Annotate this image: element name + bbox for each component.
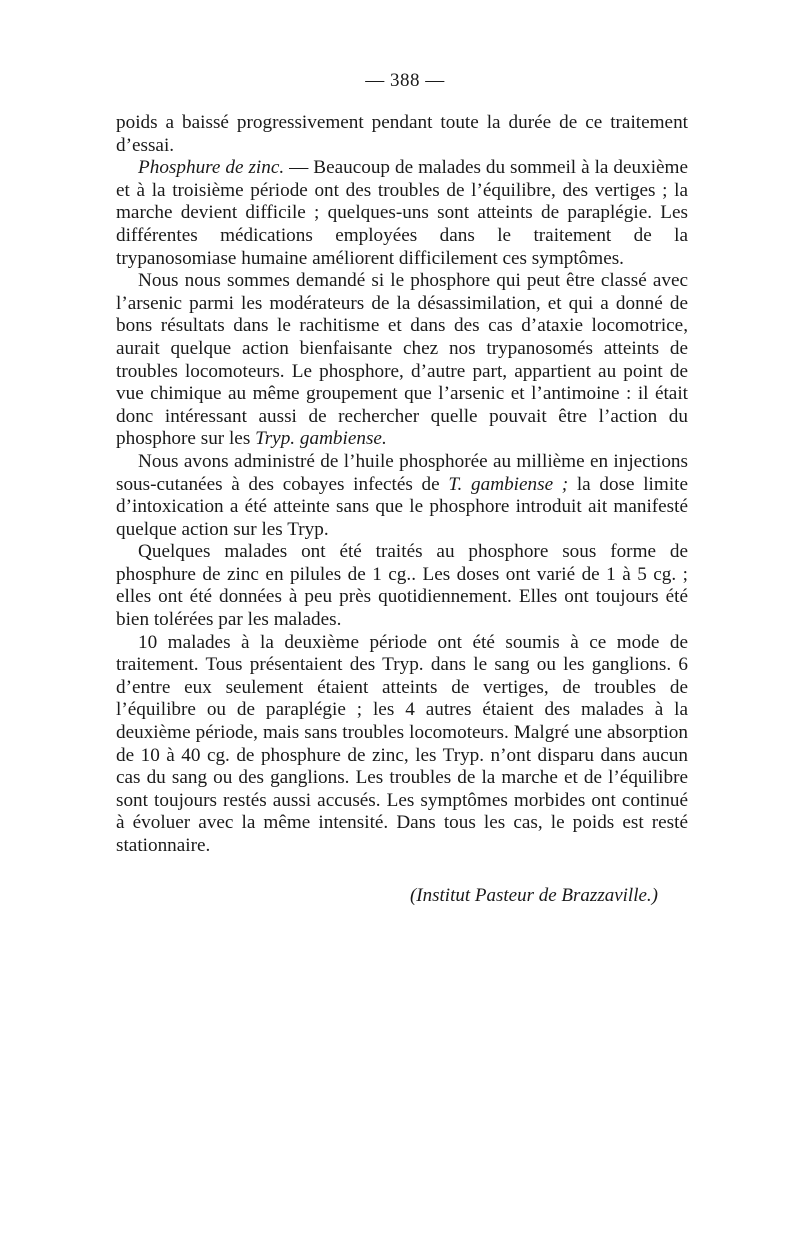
institution-signature: (Institut Pasteur de Brazzaville.) xyxy=(409,884,658,906)
paragraph-guinea-pig-trials-tail: la dose limite d’intoxication a été atteinte sans que le phosphore introduit ait manifesté quelque action sur les Tryp. xyxy=(116,473,688,540)
paragraph-guinea-pig-trials xyxy=(116,451,688,541)
paragraph-results: 10 malades à la deuxième période ont été soumis à ce mode de traitement. Tous présentaient des Tryp. dans le sang ou les ganglions. 6 d’entre eux seulement étaient atteints de vertiges, de troubles de l’équilibre ou de paraplégie ; les 4 autres étaient des malades à la deuxième période, mais sans troubles locomoteurs. Malgré une absorption de 10 à 40 cg. de phosphure de zinc, les Tryp. n’ont disparu dans aucun cas du sang ou des ganglions. Les troubles de la marche et de l’équilibre sont toujours restés aussi accusés. Les symptômes morbides ont continué à évoluer avec la même intensité. Dans tous les cas, le poids est resté stationnaire. xyxy=(116,631,688,856)
paragraph-patient-dosing: Quelques malades ont été traités au phosphore sous forme de phosphure de zinc en pilules de 1 cg.. Les doses ont varié de 1 à 5 cg. ; elles ont été données à peu près quotidiennement. Elles ont toujours été bien tolérées par les malades. xyxy=(116,541,688,631)
document-page xyxy=(116,70,688,907)
paragraph-zinc-phosphide xyxy=(116,157,688,270)
section-heading-zinc-phosphide: Phosphure de zinc. xyxy=(138,157,285,179)
paragraph-zinc-phosphide-body: — Beaucoup de malades du sommeil à la deuxième et à la troisième période ont des troubles de l’équilibre, des vertiges ; la marche devient difficile ; quelques-uns sont atteints de paraplégie. Les différentes médications employées dans le traitement de la trypanosomiase humaine améliorent difficilement ces symptômes. xyxy=(116,157,688,269)
paragraph-phosphorus-rationale-body: Nous nous sommes demandé si le phosphore qui peut être classé avec l’arsenic parmi les modérateurs de la désassimilation, et qui a donné de bons résultats dans le rachitisme et dans des cas d’ataxie locomotrice, aurait quelque action bienfaisante chez nos trypanosomés atteints de troubles locomoteurs. Le phosphore, d’autre part, appartient au point de vue chimique au même groupement que l’arsenic et l’antimoine : il était donc intéressant aussi de rechercher quelle pouvait être l’action du phosphore sur les xyxy=(116,270,688,450)
page-number: — 388 — xyxy=(365,70,445,91)
paragraph-continuation: poids a baissé progressivement pendant toute la durée de ce traitement d’essai. xyxy=(116,112,688,156)
species-name: T. gambiense ; xyxy=(448,473,569,495)
paragraph-phosphorus-rationale xyxy=(116,270,688,451)
paragraph-guinea-pig-trials-body: Nous avons administré de l’huile phosphorée au millième en injections sous-cutanées à des cobayes infectés de xyxy=(116,450,688,495)
species-name: Tryp. gambiense. xyxy=(255,428,387,450)
